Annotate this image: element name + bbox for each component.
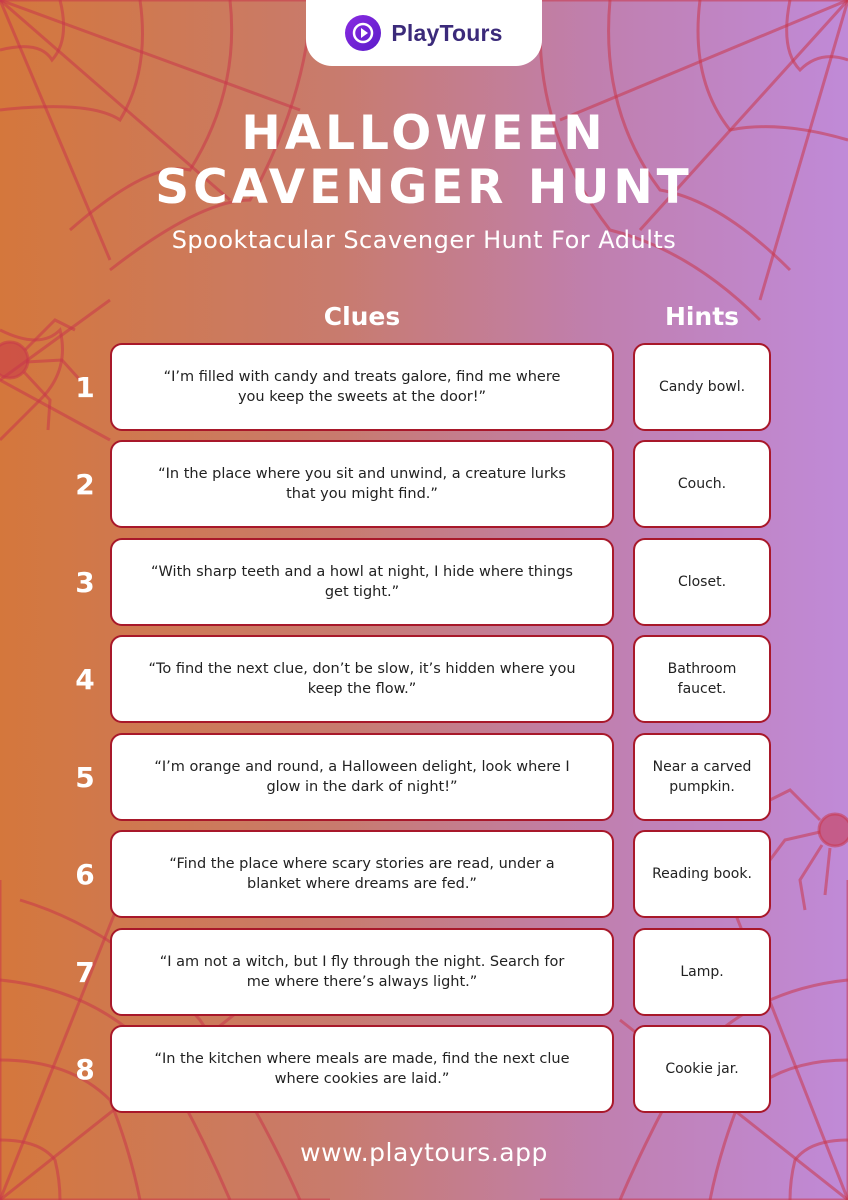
- hint-text: Lamp.: [633, 928, 771, 1016]
- clue-row: [0, 635, 848, 723]
- clues-column-header: Clues: [323, 302, 401, 331]
- clue-row: [0, 538, 848, 626]
- clue-number: 4: [75, 662, 95, 696]
- play-p-logo-icon: [345, 15, 381, 51]
- clue-text: “In the kitchen where meals are made, find the next clue where cookies are laid.”: [110, 1025, 614, 1113]
- hint-text: Couch.: [633, 440, 771, 528]
- clue-number: 3: [75, 565, 95, 599]
- clue-number: 8: [75, 1052, 95, 1086]
- clue-number: 7: [75, 955, 95, 989]
- hint-text: Bathroom faucet.: [633, 635, 771, 723]
- clue-text: “I’m filled with candy and treats galore, find me where you keep the sweets at the door!”: [110, 343, 614, 431]
- page-title-line-2: SCAVENGER HUNT: [155, 160, 693, 215]
- hint-text: Reading book.: [633, 830, 771, 918]
- brand-name: PlayTours: [391, 19, 503, 46]
- clue-text: “I am not a witch, but I fly through the night. Search for me where there’s always light.”: [110, 928, 614, 1016]
- clue-row: [0, 830, 848, 918]
- clue-row: [0, 733, 848, 821]
- clue-row: [0, 343, 848, 431]
- clue-number: 2: [75, 467, 95, 501]
- clue-row: [0, 1025, 848, 1113]
- clue-row: [0, 928, 848, 1016]
- hint-text: Candy bowl.: [633, 343, 771, 431]
- clue-row: [0, 440, 848, 528]
- clue-text: “Find the place where scary stories are read, under a blanket where dreams are fed.”: [110, 830, 614, 918]
- clue-number: 5: [75, 760, 95, 794]
- website-link[interactable]: www.playtours.app: [300, 1138, 548, 1167]
- clue-text: “I’m orange and round, a Halloween delight, look where I glow in the dark of night!”: [110, 733, 614, 821]
- hint-text: Closet.: [633, 538, 771, 626]
- page-subtitle: Spooktacular Scavenger Hunt For Adults: [171, 226, 677, 254]
- hint-text: Near a carved pumpkin.: [633, 733, 771, 821]
- hint-text: Cookie jar.: [633, 1025, 771, 1113]
- clue-text: “To find the next clue, don’t be slow, it’s hidden where you keep the flow.”: [110, 635, 614, 723]
- brand-header: [306, 0, 542, 66]
- hints-column-header: Hints: [664, 302, 740, 331]
- page-title-line-1: HALLOWEEN: [241, 106, 607, 161]
- clue-number: 1: [75, 370, 95, 404]
- clue-text: “With sharp teeth and a howl at night, I hide where things get tight.”: [110, 538, 614, 626]
- clue-number: 6: [75, 857, 95, 891]
- clue-text: “In the place where you sit and unwind, a creature lurks that you might find.”: [110, 440, 614, 528]
